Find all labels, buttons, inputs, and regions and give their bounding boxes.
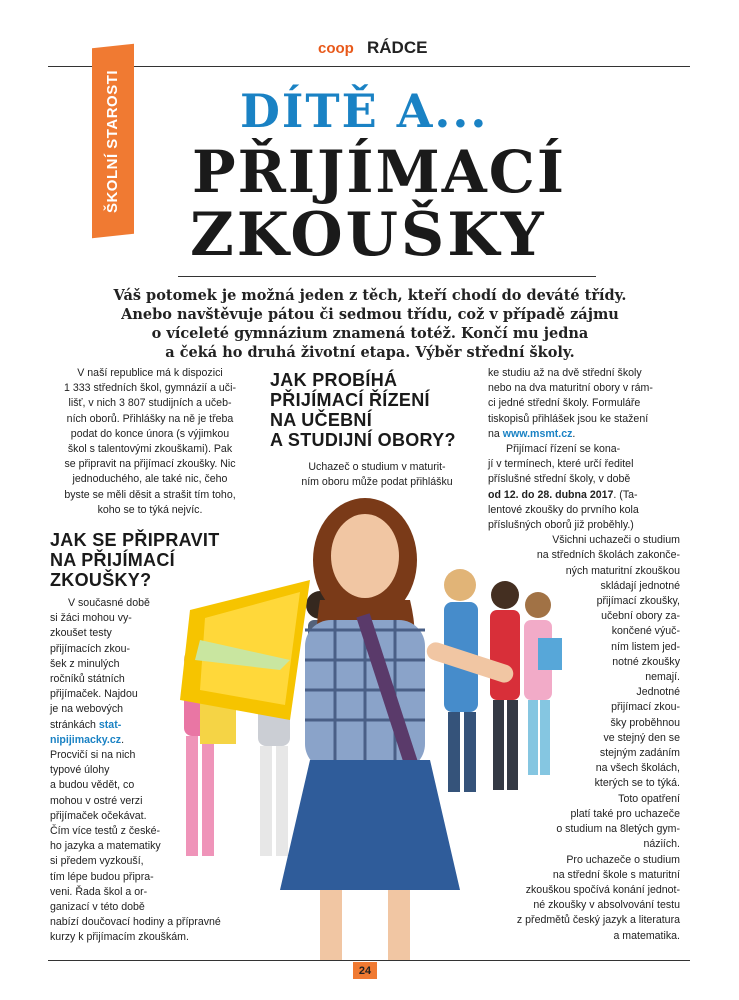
text-line [50,733,250,748]
text-line: se připravit na přijímací zkoušky. Nic [64,458,236,471]
page-number: 24 [353,962,377,979]
text-line [50,718,250,733]
title-line-2: PŘIJÍMACÍ [192,138,567,206]
heading-prepare [50,530,260,590]
text-line: Uchazeč o studium v maturit- [308,461,446,473]
column-1-body [50,596,250,946]
text-line: mohou v ostré verzi [50,794,143,807]
text-line: Procvičí si na nich [50,749,136,762]
text-line: ním oboru může podat přihlášku [301,476,453,489]
text-line: né zkoušky v absolvování testu [533,899,680,912]
text-line: stejným zadáním [599,747,680,760]
link-msmt[interactable]: www.msmt.cz [502,427,573,440]
text-line: ních oborů. Přihlášky na ně je třeba [66,412,234,425]
text-span: . (Ta- [613,488,638,501]
text-line [488,488,688,503]
header-rule [48,66,690,67]
text-line: V naší republice má k dispozici [77,367,223,379]
heading-line: PŘIJÍMACÍ ŘÍZENÍ [270,390,430,410]
text-line: typové úlohy [50,764,110,777]
text-line: o studium na 8letých gym- [556,823,680,836]
text-line: na všech školách, [595,762,680,775]
text-line: V současné době [68,597,150,609]
heading-line: ZKOUŠKY? [50,570,152,590]
heading-admission [270,370,490,450]
text-line: kterých se to týká. [594,777,680,790]
text-line: z předmětů český jazyk a literatura [516,914,680,927]
column-2-body [272,460,482,490]
lead-paragraph [100,286,640,362]
lead-line: Anebo navštěvuje pátou či sedmou třídu, což v případě zájmu [121,306,619,323]
text-line: Pro uchazeče o studium [566,853,680,866]
link-statni-prijimacky-end[interactable]: nipijimacky.cz [50,733,122,746]
heading-line: JAK SE PŘIPRAVIT [50,530,220,550]
text-line: Toto opatření [618,792,680,805]
lead-line: a čeká ho druhá životní etapa. Výběr střední školy. [165,344,575,361]
text-line: jí v termínech, které určí ředitel [488,458,634,471]
text-line: na středních školách zakonče- [536,549,680,562]
text-line: učební obory za- [601,610,680,623]
lead-line: o víceleté gymnázium znamená totéž. Končí mu jedna [151,325,589,342]
text-line: ho jazyka a matematiky [50,840,161,853]
column-1-intro [50,366,250,518]
text-span: stránkách [50,718,96,731]
text-line: zkouškou spočívá konání jednot- [525,883,680,896]
text-line: a matematika. [613,929,680,942]
text-line: lišť, v nich 3 807 studijních a učeb- [68,397,232,410]
text-line: koho se to týká nejvíc. [97,503,203,516]
text-line: Jednotné [636,686,680,699]
text-line: ci jedné střední školy. Formuláře [488,397,641,410]
text-line: nabízí doučovací hodiny a přípravné [50,916,221,929]
section-label: RÁDCE [367,38,428,57]
text-line: je na webových [50,703,124,716]
lead-line: Váš potomek je možná jeden z těch, kteří chodí do deváté třídy. [113,287,627,304]
text-line: si předem vyzkouší, [50,855,144,868]
text-line: a budou vědět, co [50,779,135,792]
text-line: náziích. [643,838,680,851]
text-line: ke studiu až na dvě střední školy [488,367,642,379]
text-line: na střední škole s maturitní [552,868,680,881]
text-line: lentové zkoušky do prvního kola [488,503,639,516]
section-tag-label: ŠKOLNÍ STAROSTI [104,69,122,213]
text-line: šek z minulých [50,657,120,670]
title-line-3: ZKOUŠKY [190,200,547,270]
text-line: šky proběhnou [610,716,680,729]
heading-line: JAK PROBÍHÁ [270,370,398,390]
coop-logo: coop [318,40,354,57]
text-line: si žáci mohou vy- [50,612,132,625]
text-span: . [121,733,125,746]
text-line: ním listem jed- [611,640,680,653]
text-span: . [572,427,576,440]
text-line [488,427,688,442]
text-line: Přijímací řízení se kona- [506,443,621,456]
text-line: veni. Řada škol a or- [50,885,148,898]
text-line: přijímací zkoušky, [596,595,680,608]
text-line: přijímaček. Najdou [50,688,138,701]
text-line: ročníků státních [50,673,125,686]
text-line: příslušné střední školy, v době [488,473,631,486]
title-rule [178,276,596,277]
text-line: končené výuč- [611,625,680,638]
text-span: na [488,427,500,440]
date-range: od 12. do 28. dubna 2017 [488,488,614,501]
text-line: ganizací v této době [50,901,145,914]
text-line: platí také pro uchazeče [570,807,680,820]
footer-rule [48,960,690,961]
text-line: Čím více testů z české- [50,825,161,838]
text-line: tiskopisů přihlášek jsou ke stažení [488,412,649,425]
text-line: Všichni uchazeči o studium [552,534,680,547]
text-line: skládají jednotné [600,579,680,592]
text-line: zkoušet testy [50,627,112,640]
text-line: podat do konce února (s výjimkou [70,427,230,440]
text-line: ve stejný den se [603,731,680,744]
heading-line: NA PŘIJÍMACÍ [50,550,175,570]
girl [280,498,516,960]
text-line: příslušných oborů již proběhly.) [488,519,634,532]
paragraph-all-applicants [488,533,688,943]
text-line: nemají. [645,671,680,684]
link-statni-prijimacky[interactable]: stat- [98,718,122,731]
text-line: škol s talentovými zkouškami). Pak [67,443,233,456]
text-line: ných maturitní zkouškou [565,564,680,577]
text-line: přijímaček očekávat. [50,809,147,822]
text-line: 1 333 středních škol, gymnázií a uči- [64,382,236,395]
title-line-1: DÍTĚ A... [240,84,489,138]
text-line: přijímací zkou- [611,701,680,714]
text-line: notné zkoušky [612,655,680,668]
text-line: jednoduchého, ale také nic, čeho [72,473,228,486]
text-line: byste se měli děsit a strašit tím toho, [64,488,236,501]
text-line: nebo na dva maturitní obory v rám- [488,382,653,395]
heading-line: A STUDIJNÍ OBORY? [270,430,456,450]
text-line: tím lépe budou připra- [50,870,154,883]
section-tag [92,46,134,236]
column-3-body [488,366,688,944]
text-line: přijímacích zkou- [50,642,131,655]
heading-line: NA UČEBNÍ [270,410,373,430]
text-line: kurzy k přijímacím zkouškám. [50,931,189,944]
